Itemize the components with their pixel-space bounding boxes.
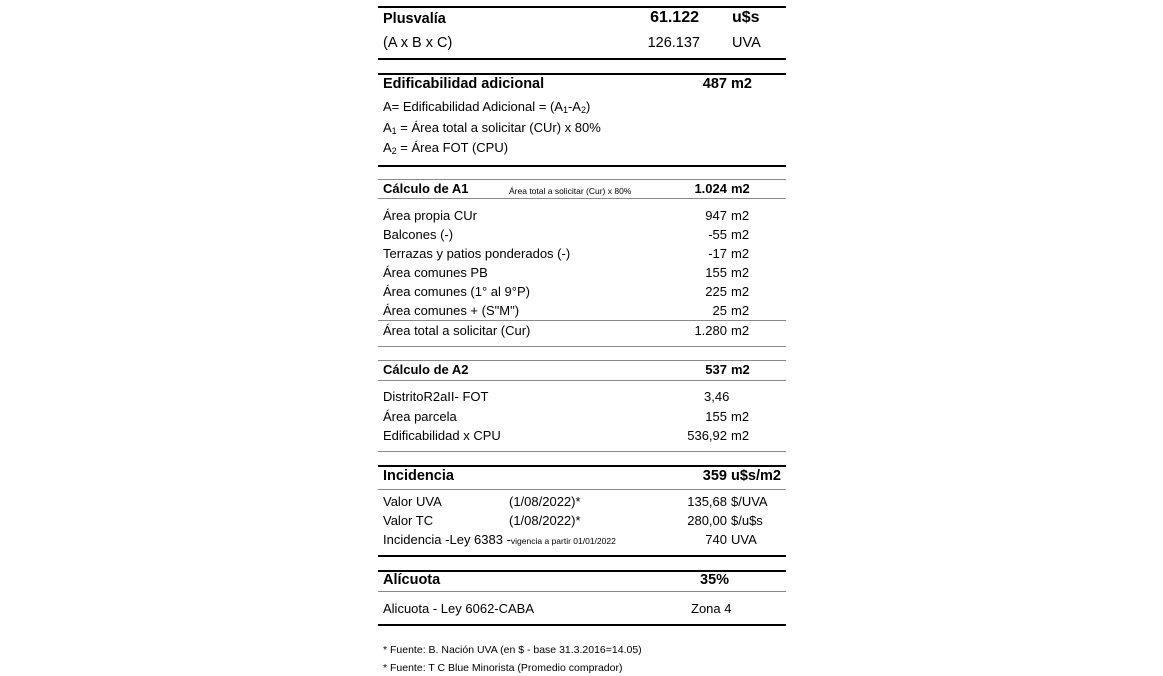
alicuota-row-value: Zona 4: [691, 601, 732, 616]
incidencia-row-unit: $/u$s: [731, 513, 763, 528]
a2-value: 537: [705, 362, 727, 377]
a2-row-label: Área parcela: [383, 409, 457, 424]
a1-total-label: Área total a solicitar (Cur): [383, 323, 531, 338]
alicuota-value: 35%: [700, 572, 730, 588]
a2-row-label: Edificabilidad x CPU: [383, 428, 501, 443]
incidencia-row-unit: $/UVA: [731, 494, 768, 509]
divider: [378, 555, 786, 557]
a1-row-unit: m2: [731, 246, 750, 261]
incidencia-row-date: (1/08/2022)*: [509, 494, 581, 509]
divider: [378, 624, 786, 626]
incidencia-ley-unit: UVA: [731, 532, 757, 547]
a1-total-unit: m2: [731, 323, 750, 338]
divider: [378, 6, 786, 8]
plusvalia-uva-value: 126.137: [647, 35, 700, 51]
divider: [378, 165, 786, 167]
plusvalia-total-value: 61.122: [650, 9, 699, 26]
valuation-sheet: [378, 0, 786, 676]
footnote: * Fuente: B. Nación UVA (en $ - base 31.3.2016=14.05): [383, 644, 642, 656]
a1-row-label: Terrazas y patios ponderados (-): [383, 246, 571, 261]
incidencia-row-date: (1/08/2022)*: [509, 513, 581, 528]
divider: [378, 380, 786, 381]
incidencia-ley-label: Incidencia -Ley 6383 -vigencia a partir 01/01/2022: [383, 532, 616, 547]
a1-row-value: -55: [708, 227, 727, 242]
a1-total-value: 1.280: [694, 323, 727, 338]
a1-row-value: 155: [705, 265, 727, 280]
a1-row-value: 25: [712, 303, 727, 318]
divider: [378, 198, 786, 199]
incidencia-ley-value: 740: [705, 532, 727, 547]
a2-title: Cálculo de A2: [383, 362, 469, 377]
divider: [378, 320, 786, 321]
incidencia-row-value: 280,00: [687, 513, 727, 528]
incidencia-ley-note: vigencia a partir 01/01/2022: [510, 536, 616, 546]
a2-row-unit: m2: [731, 428, 750, 443]
a1-row-label: Área comunes PB: [383, 265, 488, 280]
divider: [378, 73, 786, 75]
plusvalia-formula: (A x B x C): [383, 35, 453, 51]
divider: [378, 489, 786, 490]
a1-row-unit: m2: [731, 265, 750, 280]
plusvalia-uva-unit: UVA: [732, 35, 761, 51]
a2-row-value: 3,46: [704, 389, 730, 404]
alicuota-title: Alícuota: [383, 572, 441, 588]
incidencia-row-label: Valor TC: [383, 513, 434, 528]
divider: [378, 346, 786, 347]
a1-row-value: -17: [708, 246, 727, 261]
divider: [378, 360, 786, 361]
plusvalia-title: Plusvalía: [383, 11, 446, 27]
edificabilidad-unit: m2: [731, 76, 752, 92]
a2-row-label: DistritoR2aII- FOT: [383, 389, 489, 404]
divider: [378, 451, 786, 452]
a2-row-value: 536,92: [687, 428, 727, 443]
a1-row-unit: m2: [731, 303, 750, 318]
a1-row-unit: m2: [731, 208, 750, 223]
incidencia-unit: u$s/m2: [731, 468, 781, 484]
divider: [378, 465, 786, 467]
incidencia-value: 359: [702, 468, 727, 484]
a1-row-label: Área propia CUr: [383, 208, 477, 223]
incidencia-row-label: Valor UVA: [383, 494, 442, 509]
a1-row-label: Balcones (-): [383, 227, 454, 242]
a1-row-unit: m2: [731, 227, 750, 242]
definition-a2: $A_2$ = Área FOT (CPU): [383, 140, 509, 156]
divider: [378, 58, 786, 60]
a1-value: 1.024: [694, 181, 727, 196]
divider: [378, 179, 786, 180]
a1-note: Área total a solicitar (Cur) x 80%: [509, 186, 632, 196]
edificabilidad-value: 487: [702, 76, 727, 92]
a1-row-label: Área comunes + (S"M"): [383, 303, 520, 318]
incidencia-title: Incidencia: [383, 468, 454, 484]
a1-row-label: Área comunes (1° al 9°P): [383, 284, 530, 299]
incidencia-row-value: 135,68: [687, 494, 727, 509]
a2-unit: m2: [731, 362, 750, 377]
definition-a: A= Edificabilidad Adicional = $(A_1-A_2)$: [383, 99, 591, 115]
footnote: * Fuente: T C Blue Minorista (Promedio comprador): [383, 662, 623, 674]
a1-row-value: 225: [705, 284, 727, 299]
a2-row-value: 155: [705, 409, 727, 424]
a1-unit: m2: [731, 181, 750, 196]
a2-row-unit: m2: [731, 409, 750, 424]
a1-row-unit: m2: [731, 284, 750, 299]
a1-title: Cálculo de A1: [383, 181, 469, 196]
divider: [378, 591, 786, 592]
plusvalia-total-unit: u$s: [732, 9, 760, 26]
alicuota-row-label: Alicuota - Ley 6062-CABA: [383, 601, 535, 616]
a1-row-value: 947: [705, 208, 727, 223]
definition-a1: $A_1$ = Área total a solicitar (CUr) x 80%: [383, 120, 601, 136]
edificabilidad-title: Edificabilidad adicional: [383, 76, 545, 92]
